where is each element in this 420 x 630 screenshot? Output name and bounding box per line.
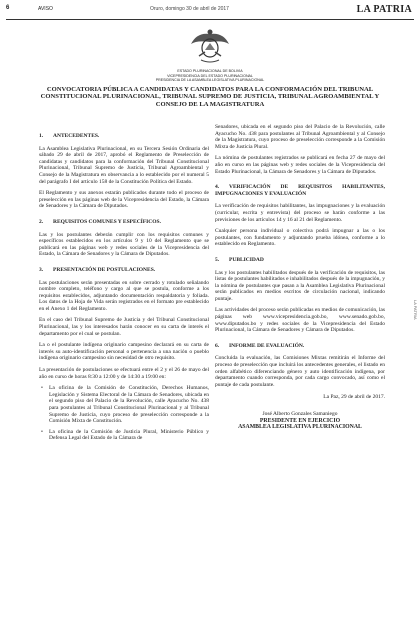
paragraph: La nómina de postulantes registrados se publicará en fecha 27 de mayo del año en curso en las páginas web y redes sociales de la Vicepresidencia del Estado Plurinacional, la Cámara de Senadores y la Cámara de Diputados. [215, 155, 385, 175]
paragraph: La presentación de postulaciones se efectuará entre el 2 y el 26 de mayo del año en curso de horas 8:30 a 12:00 y de 14:30 a 19:00 en: [39, 367, 209, 380]
section-heading: 6. INFORME DE EVALUACIÓN. [215, 342, 305, 349]
page-number: 6 [6, 5, 10, 11]
paragraph: Concluida la evaluación, las Comisiones Mixtas remitirán el Informe del proceso de preselección que incluirá los antecedentes generales, el listado en orden alfabético diferenciando género y auto identificación indígena, por departamento cuando corresponda, por cada cargo convocado, así como el puntaje de cada postulante. [215, 355, 385, 388]
paragraph: La Asamblea Legislativa Plurinacional, en su Tercera Sesión Ordinaria del sábado 29 de abril de 2017, aprobó el Reglamento de Preselección de candidatas y candidatos para la conformación del Tribunal Constitucional Plurinacional, Tribunal Supremo de Justicia, Tribunal Agroambiental y Consejo de la Magistratura en observancia a lo establecido por el numeral 5 del parágrafo I del artículo 158 de la Constitución Política del Estado. [39, 145, 209, 185]
institution-line: VICEPRESIDENCIA DEL ESTADO PLURINACIONAL [167, 73, 253, 78]
signatory-institution: ASAMBLEA LEGISLATIVA PLURINACIONAL [238, 424, 362, 431]
signature-block [215, 411, 385, 431]
left-column [39, 124, 209, 446]
paragraph: Las actividades del proceso serán publicadas en medios de comunicación, las páginas web www.vicepresidencia.gob.bo, www.senado.gob.bo, www.diputados.bo y redes sociales de la Vicepresidencia del Estado Plurinacional, la Cámara de Senadores y Cámara de Diputados. [215, 307, 385, 334]
paragraph: En el caso del Tribunal Supremo de Justicia y del Tribunal Constitucional Plurinacional, las y los interesados harán conocer en su carta de interés el departamento por el cual se postulan. [39, 317, 209, 337]
header-rule [6, 19, 414, 20]
page-header [0, 4, 420, 18]
document-title: CONVOCATORIA PÚBLICA A CANDIDATAS Y CANDIDATOS PARA LA CONFORMACIÓN DEL TRIBUNAL CONSTITUCIONAL PLURINACIONAL, TRIBUNAL SUPREMO DE JUSTICIA, TRIBUNAL AGROAMBIENTAL Y CONSEJO DE LA MAGISTRATURA [40, 86, 380, 108]
paragraph: El Reglamento y sus anexos estarán publicados durante todo el proceso de preselección en las páginas web de la Vicepresidencia del Estado, la Cámara de Senadores y la Cámara de Diputados. [39, 190, 209, 210]
section-heading: 4. VERIFICACIÓN DE REQUISITOS HABILITANTES, IMPUGNACIONES Y EVALUACIÓN [215, 184, 385, 197]
right-column [215, 124, 385, 431]
paragraph: La o el postulante indígena originario campesino declarará en su carta de interés su auto-identificación personal o pertenencia a una nación o pueblo indígena originario campesino sin necesidad de otro requisito. [39, 342, 209, 362]
coat-of-arms-icon [187, 26, 233, 66]
signatory-role: PRESIDENTE EN EJERCICIO [259, 417, 341, 424]
newspaper-name: LA PATRIA [356, 4, 412, 15]
paragraph: Cualquier persona individual o colectiva podrá impugnar a las o los postulantes, con fundamento y adjuntando prueba idónea, conforme a lo establecido en Reglamento. [215, 228, 385, 248]
bullet-list [39, 385, 209, 442]
dateline: Oruro, domingo 30 de abril de 2017 [150, 6, 229, 12]
section-tag: AVISO [38, 6, 53, 12]
institution-line: PRESIDENCIA DE LA ASAMBLEA LEGISLATIVA PLURINACIONAL [155, 78, 265, 83]
list-item: • La oficina de la Comisión de Justicia Plural, Ministerio Público y Defensa Legal del Estado de la Cámara de [49, 429, 209, 442]
place-date: La Paz, 29 de abril de 2017. [323, 394, 385, 401]
section-heading: 2. REQUISITOS COMUNES Y ESPECÍFICOS. [39, 218, 161, 225]
paragraph: Las y los postulantes deberán cumplir con los requisitos comunes y específicos establecidos en los artículos 9 y 10 del Reglamento que se publicará en las páginas web y redes sociales de la Vicepresidencia del Estado, la Cámara de Senadores y la Cámara de Diputados. [39, 231, 209, 258]
signatory-name: José Alberto Gonzales Samaniego [262, 411, 338, 417]
side-text: LA PATRIA [413, 300, 418, 320]
section-heading: 1. ANTECEDENTES. [39, 133, 100, 139]
paragraph: Las y los postulantes habilitados después de la verificación de requisitos, las listas de postulantes habilitados e inhabilitados después de la impugnación, y la nómina de postulantes que pasan a la Asamblea Legislativa Plurinacional serán publicados en medios escritos de circulación nacional, indicando puntaje. [215, 269, 385, 302]
institutions-block [60, 69, 360, 83]
paragraph: Senadores, ubicada en el segundo piso del Palacio de la Revolución, calle Ayacucho No. 438 para postulantes al Tribunal Agroambiental y al Consejo de la Magistratura, cuyo proceso de preselección corresponde a la Comisión Mixta de Justicia Plural. [215, 124, 385, 150]
institution-line: ESTADO PLURINACIONAL DE BOLIVIA [177, 69, 243, 73]
paragraph: Las postulaciones serán presentadas en sobre cerrado y rotulado señalando nombre completo, teléfono y cargo al que se postula, conforme a los requisitos establecidos, adjuntando documentación respaldatoria y foliada. Los datos de la Hoja de Vida serán registrados en el formato pre establecido en el Anexo 1 del Reglamento. [39, 279, 209, 312]
list-item: • La oficina de la Comisión de Constitución, Derechos Humanos, Legislación y Sistema Electoral de la Cámara de Senadores, ubicada en el segundo piso del Palacio de la Revolución, calle Ayacucho No. 438 para postulantes al Tribunal Constitucional Plurinacional y al Tribunal Supremo de Justicia, cuyo proceso de preselección corresponde a la Comisión Mixta de Constitución. [49, 385, 209, 425]
section-heading: 3. PRESENTACIÓN DE POSTULACIONES. [39, 266, 156, 273]
paragraph: La verificación de requisitos habilitantes, las impugnaciones y la evaluación (curricular, escrita y entrevista) del proceso se harán conforme a las previsiones de los artículos 14 y 16 al 21 del Reglamento. [215, 203, 385, 223]
section-heading: 5. PUBLICIDAD [215, 256, 264, 263]
